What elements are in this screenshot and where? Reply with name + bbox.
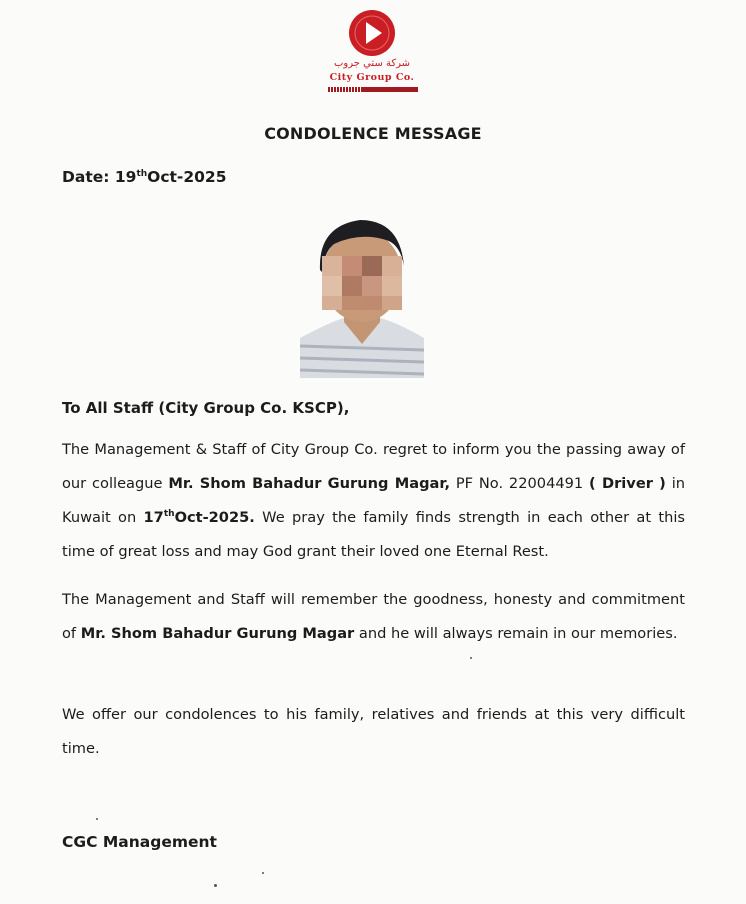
- logo-arabic-text: شركة ستي جروب: [333, 58, 411, 69]
- employee-role: ( Driver ): [589, 475, 666, 492]
- company-logo: [322, 8, 422, 96]
- employee-name-2: Mr. Shom Bahadur Gurung Magar: [80, 625, 355, 642]
- signoff: CGC Management: [62, 833, 217, 851]
- date-label: Date:: [62, 168, 110, 186]
- date-rest: Oct-2025: [147, 168, 227, 186]
- p1-text-3: in Kuwait on: [62, 475, 685, 526]
- employee-name: Mr. Shom Bahadur Gurung Magar,: [168, 475, 451, 492]
- paragraph-announcement: [62, 433, 685, 569]
- document-title: CONDOLENCE MESSAGE: [264, 124, 482, 143]
- paragraph-remembrance: [62, 583, 685, 651]
- date-line: [62, 168, 227, 186]
- p2-text-2: and he will always remain in our memories.: [354, 625, 678, 642]
- date-day: 19: [114, 168, 137, 186]
- p1-text-2: PF No. 22004491: [450, 475, 590, 492]
- play-icon: [349, 10, 395, 56]
- passing-date: 17thOct-2025.: [143, 509, 255, 526]
- portrait-photo: [300, 210, 424, 378]
- scan-speck: [470, 657, 472, 659]
- p1-text-1: The Management & Staff of City Group Co. regret to inform you the passing away of our colleague: [62, 441, 685, 492]
- scan-speck: [262, 872, 264, 874]
- logo-underline-bar: [328, 87, 418, 92]
- p2-text-1: The Management and Staff will remember the goodness, honesty and commitment of: [62, 591, 685, 642]
- scan-speck: [214, 884, 217, 887]
- salutation: To All Staff (City Group Co. KSCP),: [62, 399, 350, 417]
- scan-speck: [96, 818, 98, 820]
- date-suffix: th: [136, 168, 148, 179]
- portrait-photo-icon: [300, 210, 424, 378]
- p1-text-4: We pray the family finds strength in each other at this time of great loss and may God grant their loved one Eternal Rest.: [62, 509, 685, 560]
- logo-latin-text: City Group Co.: [329, 72, 415, 83]
- paragraph-condolences: We offer our condolences to his family, relatives and friends at this very difficult time.: [62, 706, 685, 757]
